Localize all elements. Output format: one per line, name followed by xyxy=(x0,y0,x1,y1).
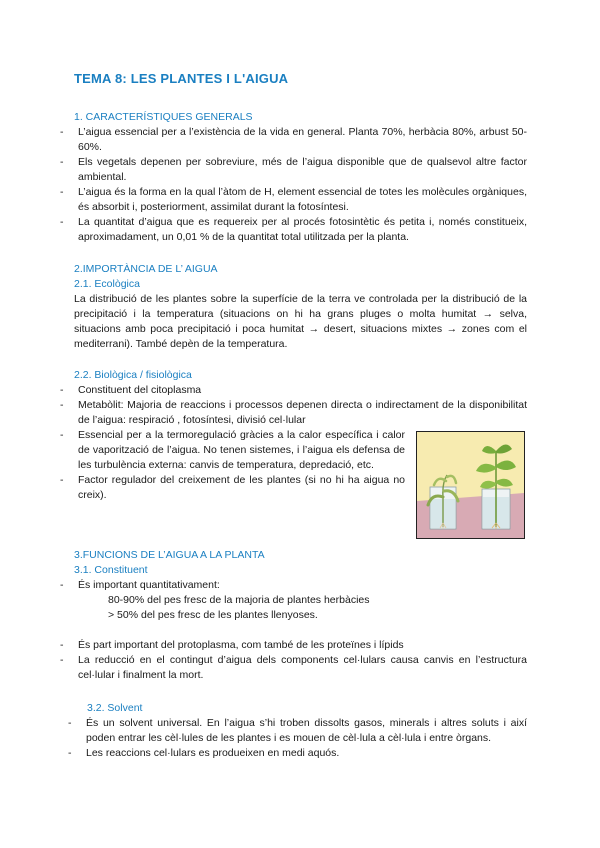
page-title: TEMA 8: LES PLANTES I L'AIGUA xyxy=(74,71,289,86)
list-item: - És important quantitativament: xyxy=(60,579,220,591)
list-item: - És part important del protoplasma, com també de les proteïnes i lípids xyxy=(60,639,404,651)
section-3-heading: 3.FUNCIONS DE L’AIGUA A LA PLANTA xyxy=(74,549,265,561)
section-3-2-heading: 3.2. Solvent xyxy=(87,702,143,714)
section-1-heading: 1. CARACTERÍSTIQUES GENERALS xyxy=(74,111,253,123)
section-1-list xyxy=(60,125,527,245)
plant-glasses-image xyxy=(416,431,525,539)
list-item: - És un solvent universal. En l’aigua s’hi troben dissolts gasos, minerals i altres soluts i així poden entrar les cèl·lules de les plantes i es mouen de cèl·lula a cèl·lula i entre òrgans. xyxy=(68,717,527,744)
section-2-1-heading: 2.1. Ecològica xyxy=(74,278,140,290)
section-3-2-list xyxy=(68,716,527,761)
section-2-2-heading: 2.2. Biològica / fisiològica xyxy=(74,369,192,381)
section-2-heading: 2.IMPORTÀNCIA DE L’ AIGUA xyxy=(74,263,218,275)
list-item: - Essencial per a la termoregulació gràcies a la calor específica i calor de vaporització de l’aigua. No tenen sistemes, i l’aigua els defensa de les turbulència externa: canvis de temperatura, depredació, etc. xyxy=(60,429,405,471)
section-3-1-heading: 3.1. Constituent xyxy=(74,564,148,576)
list-item: - Les reaccions cel·lulars es produeixen en medi aquós. xyxy=(68,747,340,759)
list-item: - L’aigua essencial per a l’existència de la vida en general. Planta 70%, herbàcia 80%, arbust 50-60%. xyxy=(60,126,527,153)
indented-item: 80-90% del pes fresc de la majoria de plantes herbàcies xyxy=(108,594,370,606)
list-item: - L’aigua és la forma en la qual l’àtom de H, element essencial de totes les molècules orgàniques, és absorbit i, posteriorment, assimilat durant la fotosíntesi. xyxy=(60,186,527,213)
indented-item: > 50% del pes fresc de les plantes llenyoses. xyxy=(108,609,318,621)
list-item: - La reducció en el contingut d’aigua dels components cel·lulars causa canvis en l’estructura cel·lular i finalment la mort. xyxy=(60,654,527,681)
section-3-1-list xyxy=(60,578,527,683)
list-item: - Constituent del citoplasma xyxy=(60,384,202,396)
list-item: - Els vegetals depenen per sobreviure, més de l’aigua disponible que de qualsevol altre factor ambiental. xyxy=(60,156,527,183)
plants-in-water-illustration xyxy=(416,431,525,539)
list-item: - Factor regulador del creixement de les plantes (si no hi ha aigua no creix). xyxy=(60,474,405,501)
list-item: - Metabòlit: Majoria de reaccions i processos depenen directa o indirectament de la disponibilitat de l’aigua: respiració , fotosíntesi, divisió cel·lular xyxy=(60,399,527,426)
list-item: - La quantitat d’aigua que es requereix per al procés fotosintètic és petita i, només constitueix, aproximadament, un 0,01 % de la quantitat total utilitzada per la planta. xyxy=(60,216,527,243)
section-2-1-paragraph: La distribució de les plantes sobre la superfície de la terra ve controlada per la distribució de la precipitació i la temperatura (situacions on hi ha grans pluges o molta humitat → selva, situacions amb poca precipitació i poca humitat → desert, situacions mixtes → zones com el mediterrani). També depèn de la temperatura. xyxy=(74,293,527,350)
